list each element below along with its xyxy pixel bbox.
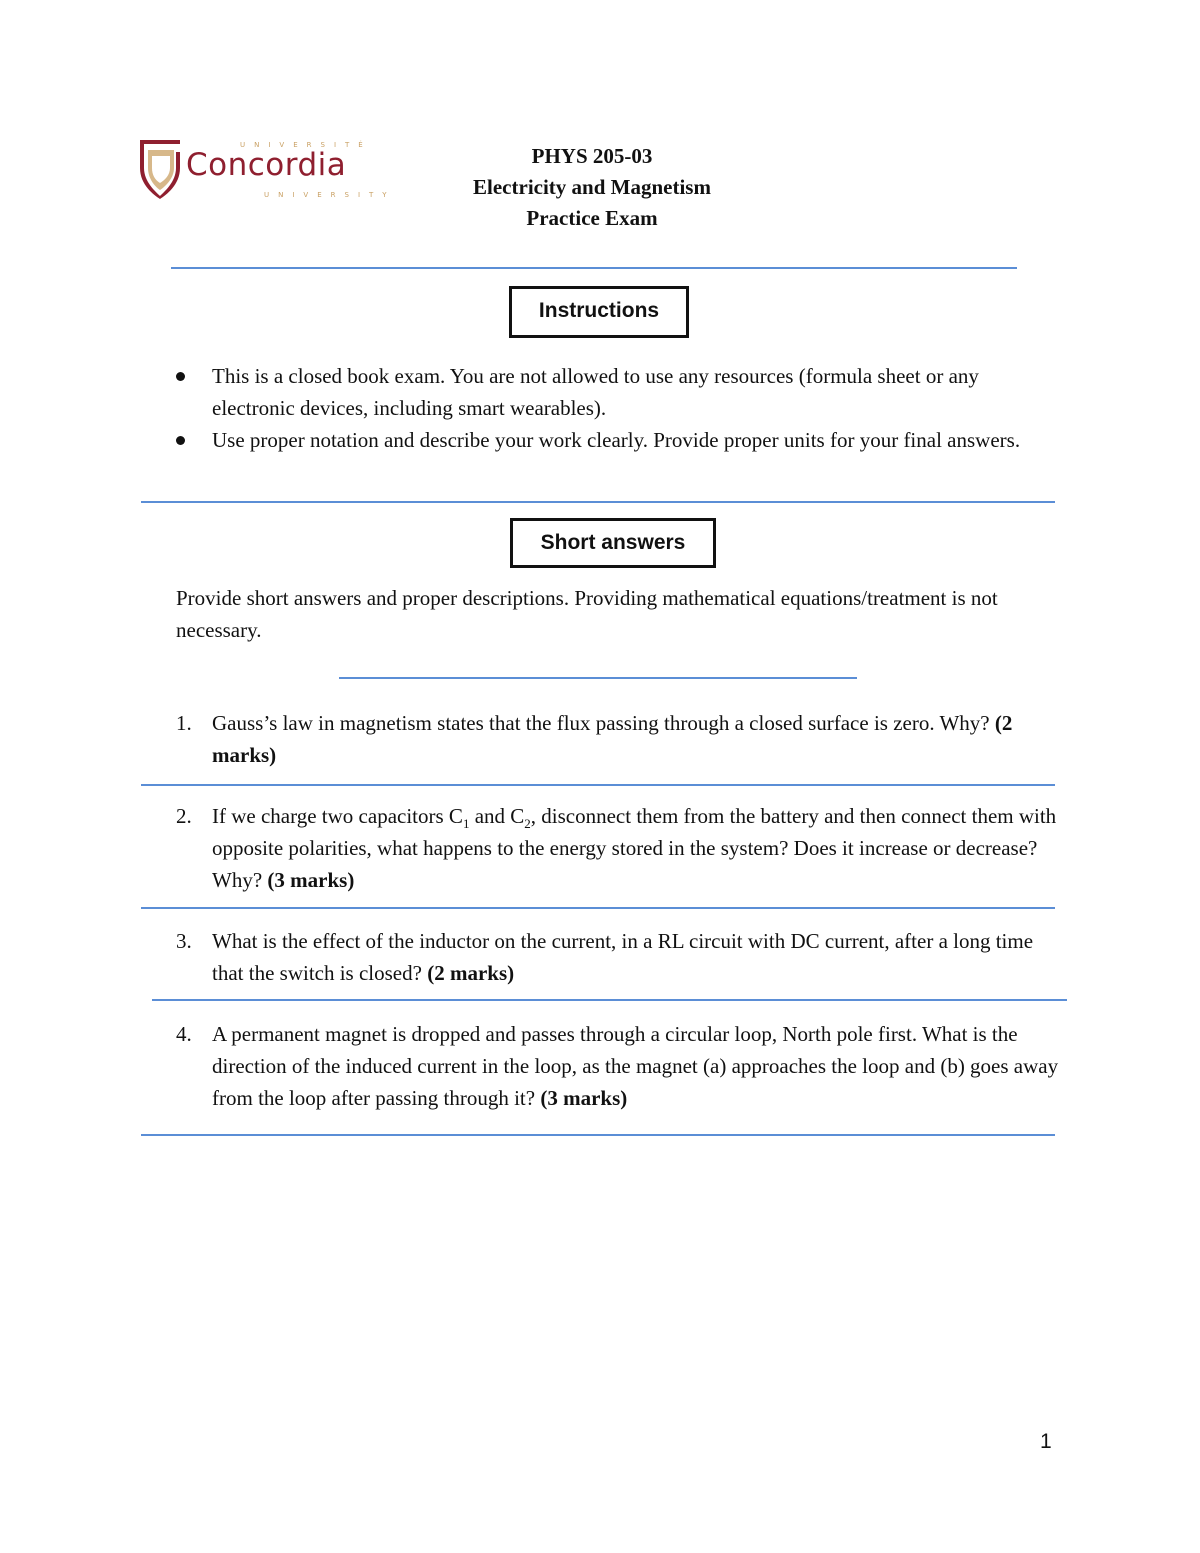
question-text: A permanent magnet is dropped and passes through a circular loop, North pole first. What is the direction of the induced current in the loop, as the magnet (a) approaches the loop and (b) goes away from the loop after passing through it? bbox=[212, 1022, 1059, 1110]
logo-top-text: UNIVERSITÉ bbox=[240, 141, 372, 149]
course-title: Electricity and Magnetism bbox=[473, 175, 711, 199]
short-answers-intro: Provide short answers and proper descriptions. Providing mathematical equations/treatment is not necessary. bbox=[176, 586, 998, 642]
question-number: 2. bbox=[176, 804, 192, 828]
question-marks: (2 marks) bbox=[212, 711, 1013, 767]
question-4 bbox=[172, 1018, 1072, 1114]
logo-bottom-text: UNIVERSITY bbox=[264, 191, 396, 199]
question-divider bbox=[141, 784, 1055, 786]
instructions-divider bbox=[141, 501, 1055, 503]
instructions-heading: Instructions bbox=[509, 286, 689, 338]
question-text: What is the effect of the inductor on the current, in a RL circuit with DC current, after a long time that the switch is closed? bbox=[212, 929, 1034, 985]
question-text: If we charge two capacitors C bbox=[212, 804, 463, 828]
instructions-list bbox=[172, 360, 1052, 456]
question-number: 4. bbox=[176, 1022, 192, 1046]
question-number: 3. bbox=[176, 929, 192, 953]
logo-name: Concordia bbox=[186, 147, 347, 183]
exam-header bbox=[392, 141, 792, 234]
question-text: and C bbox=[469, 804, 525, 828]
intro-divider bbox=[339, 677, 857, 679]
question-divider bbox=[152, 999, 1067, 1001]
subscript: 1 bbox=[462, 816, 470, 832]
question-text: , disconnect them from the battery and then connect them with opposite polarities, what happens to the energy stored in the system? Does it increase or decrease? Why? bbox=[212, 804, 1057, 892]
bullet-icon bbox=[176, 372, 185, 381]
exam-type: Practice Exam bbox=[526, 206, 658, 230]
subscript: 2 bbox=[524, 816, 531, 832]
question-marks: (2 marks) bbox=[427, 961, 515, 985]
page-number: 1 bbox=[1040, 1430, 1052, 1453]
list-item: This is a closed book exam. You are not allowed to use any resources (formula sheet or any electronic devices, including smart wearables). bbox=[172, 360, 1052, 424]
course-code: PHYS 205-03 bbox=[531, 144, 653, 168]
list-item: Use proper notation and describe your work clearly. Provide proper units for your final answers. bbox=[172, 424, 1052, 456]
concordia-logo bbox=[138, 133, 396, 203]
question-marks: (3 marks) bbox=[540, 1086, 628, 1110]
concordia-shield-icon bbox=[138, 138, 182, 200]
question-3 bbox=[172, 925, 1062, 989]
question-marks: (3 marks) bbox=[267, 868, 355, 892]
question-1 bbox=[172, 707, 1052, 771]
question-divider bbox=[141, 907, 1055, 909]
question-text: Gauss’s law in magnetism states that the flux passing through a closed surface is zero. Why? bbox=[212, 711, 995, 735]
question-number: 1. bbox=[176, 711, 192, 735]
question-2 bbox=[172, 800, 1072, 896]
header-divider bbox=[171, 267, 1017, 269]
bullet-icon bbox=[176, 436, 185, 445]
short-answers-heading: Short answers bbox=[510, 518, 716, 568]
question-divider bbox=[141, 1134, 1055, 1136]
